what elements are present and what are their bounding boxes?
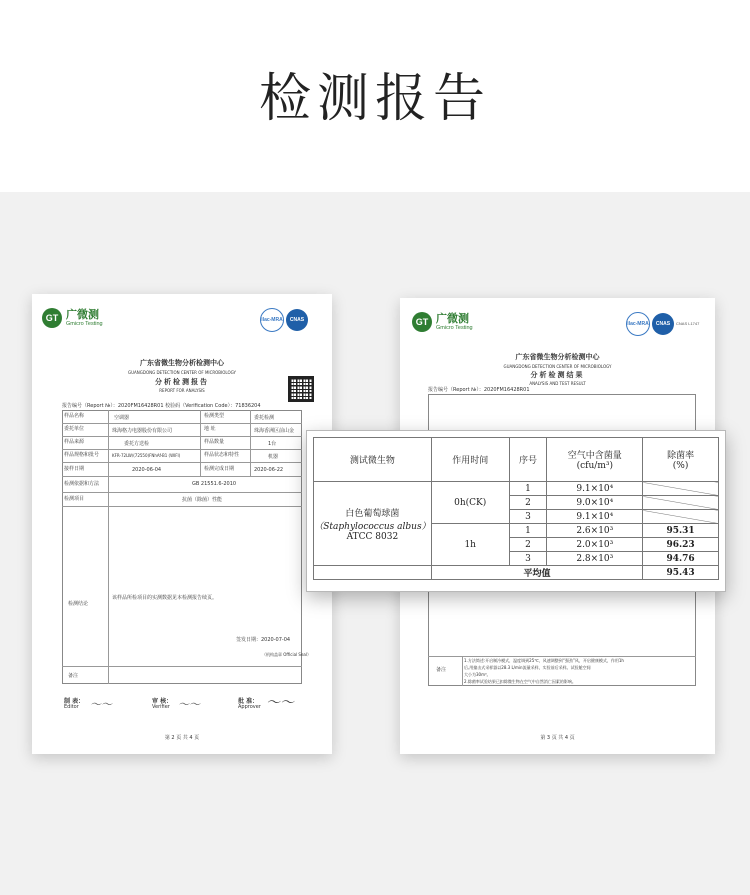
center-name: 广东省微生物分析检测中心 <box>515 353 600 361</box>
table-row: 1h 1 2.6×10³ 95.31 <box>314 524 719 538</box>
gt-logo-icon: GT <box>412 312 432 332</box>
approver-signature: ～～ <box>266 695 294 711</box>
header-removal-rate: 除菌率 (%) <box>643 438 719 482</box>
table-row: 2 9.0×10⁴ <box>314 496 719 510</box>
brand-name-en: Gmicro Testing <box>66 320 103 327</box>
doc-title: 分析检测报告 <box>155 378 209 386</box>
gt-logo-icon: GT <box>42 308 62 328</box>
brand-logo: GT 广微测 Gmicro Testing <box>412 312 473 332</box>
brand-logo <box>42 308 103 328</box>
results-header-row <box>314 438 719 482</box>
average-row <box>314 566 719 580</box>
cnas-lab-id: CNAS L1747 <box>676 320 700 326</box>
cnas-icon: CNAS <box>652 313 674 335</box>
ilac-mra-icon: ilac-MRA <box>260 308 284 332</box>
empty-rate-cell <box>643 510 719 524</box>
ilac-mra-icon: ilac-MRA <box>626 312 650 336</box>
table-row: 2 2.0×10³ 96.23 <box>314 538 719 552</box>
report-page-3: GT 广微测 Gmicro Testing ilac-MRA CNAS CNAS L1747 广东省微生物分析检测中心 GUANGDONG DETECTION CENTER OF MICROBIOLOGY 分析检测结果 ANALYSIS AND TEST RESULT 报告编号（Report №）：2020FM16428R01 备注 1.方法简述:开启制冷模式，温度调到25℃，风速调整到“强劲”风，开启健康模式，作用1h 后,用撞击式采样器以28.3 L/min流量采样，实验前后采样。试验舱空间 大小为30m³。 2.除菌率试验结果已扣除微生物在空气中自然消亡因素的影响。 第 3 页 共 4 页 <box>400 298 715 754</box>
header-seq: 序号 <box>509 438 547 482</box>
table-row: 白色葡萄球菌 （Staphylococcus albus） ATCC 8032 0h(CK) 1 9.1×10⁴ <box>314 482 719 496</box>
center-name-en: GUANGDONG DETECTION CENTER OF MICROBIOLOGY <box>128 370 236 375</box>
table-row: 3 9.1×10⁴ <box>314 510 719 524</box>
report-stage <box>0 192 750 895</box>
verifier-signature: ～～ <box>178 698 200 711</box>
page-header <box>0 0 750 192</box>
doc-title: 分析检测结果 <box>530 371 585 379</box>
qr-code-icon <box>288 376 314 402</box>
average-value: 95.43 <box>643 566 719 580</box>
doc-title-en: REPORT FOR ANALYSIS <box>159 388 205 393</box>
results-table-zoom <box>306 430 726 592</box>
time-cell: 0h(CK) <box>431 482 509 524</box>
header-concentration: 空气中含菌量 (cfu/m³) <box>547 438 643 482</box>
cnas-icon: CNAS <box>286 309 308 331</box>
header-time: 作用时间 <box>431 438 509 482</box>
time-cell: 1h <box>431 524 509 566</box>
brand-name: 广微测 <box>66 307 99 321</box>
editor-signature: ～～ <box>90 698 112 711</box>
header-organism: 测试微生物 <box>314 438 432 482</box>
empty-rate-cell <box>643 482 719 496</box>
table-row: 3 2.8×10³ 94.76 <box>314 552 719 566</box>
empty-rate-cell <box>643 496 719 510</box>
accreditation-marks <box>626 312 699 336</box>
report-page-2: GT 广微测 Gmicro Testing ilac-MRA CNAS 广东省微生物分析检测中心 GUANGDONG DETECTION CENTER OF MICROBIOLOGY 分析检测报告 REPORT FOR ANALYSIS 报告编号（Report №）：2020FM16428R01 校验码（Verification Code）：71836204 样品名称 空调器 检测类型 委托检测 委托单位 珠海格力电器股份有限公司 地 址 珠海香洲区前山金 样品来源 委托方送检 样品数量 1台 样品规格和批号 KFR-72LW/(72550)FNhAf-B1 (WIFI) 样品状态和特性 机器 接样日期 2020-06-04 检测完成日期 2020-06-22 检测依据和方法 GB 21551.6-2010 检测项目 抗菌（除菌）性能 检测结论 该样品所检项目的实测数据见本检测报告续页。 签发日期：2020-07-04 （机构盖章 Official Seal） 备注 制 表： Editor ～～ 审 核： Verifier ～～ 批 准： Approver ～～ 第 2 页 共 4 页 <box>32 294 332 754</box>
average-label: 平均值 <box>431 566 642 580</box>
organism-cell: 白色葡萄球菌 （Staphylococcus albus） ATCC 8032 <box>314 482 432 566</box>
page-number: 第 3 页 共 4 页 <box>540 735 575 741</box>
report-number: 报告编号（Report №）：2020FM16428R01 校验码（Verification Code）：71836204 <box>62 403 261 409</box>
center-name: 广东省微生物分析检测中心 <box>140 359 224 367</box>
report-number: 报告编号（Report №）：2020FM16428R01 <box>428 387 530 393</box>
page-number: 第 2 页 共 4 页 <box>164 735 200 741</box>
results-table <box>313 437 719 580</box>
page-title: 检测报告 <box>258 68 491 129</box>
accreditation-marks <box>260 308 308 332</box>
